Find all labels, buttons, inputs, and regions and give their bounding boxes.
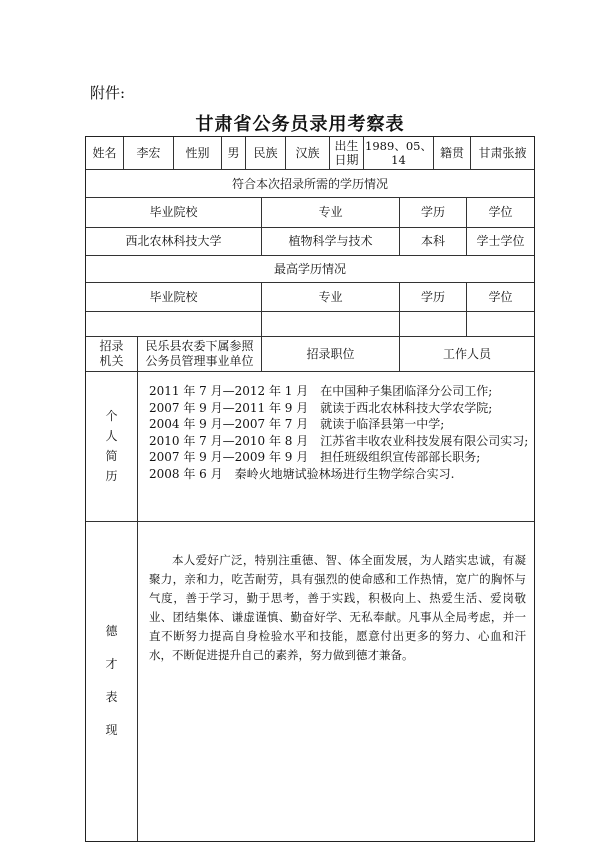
resume-item: 2007 年 9 月—2009 年 9 月 担任班级组织宣传部部长职务;	[149, 450, 481, 464]
degree-header: 学位	[488, 205, 513, 219]
highest-degree-header: 学位	[488, 289, 513, 304]
resume-item: 2008 年 6 月 秦岭火地塘试验林场进行生物学综合实习.	[149, 466, 455, 481]
recruit-position-value: 工作人员	[442, 346, 491, 361]
merit-label-text: 德才表现	[105, 624, 118, 737]
highest-major-header: 专业	[262, 282, 400, 311]
resume-list	[149, 383, 528, 482]
merit-row	[86, 521, 534, 841]
school-value: 西北农林科技大学	[86, 227, 262, 255]
birth-value: 1989、05、14	[364, 137, 434, 169]
school-header: 毕业院校	[86, 197, 262, 227]
major-header: 专业	[262, 197, 400, 227]
gender-label: 性别	[174, 137, 222, 169]
resume-item: 2011 年 7 月—2012 年 1 月 在中国种子集团临泽分公司工作;	[149, 384, 493, 398]
highest-edu-title: 最高学历情况	[273, 262, 346, 276]
recruit-row	[86, 336, 534, 372]
resume-label	[86, 371, 138, 521]
birth-label-text: 出生日期	[334, 139, 359, 167]
recruit-org-value	[138, 336, 262, 371]
ethnicity-label: 民族	[246, 137, 286, 169]
highest-edu-title-row	[86, 255, 534, 283]
highest-degree-value	[467, 311, 534, 336]
basic-info-row	[86, 137, 534, 170]
resume-row	[86, 371, 534, 522]
recruit-org-label	[86, 336, 138, 371]
degree-value: 学士学位	[476, 234, 525, 248]
form-title: 甘肃省公务员录用考察表	[195, 114, 405, 135]
highest-degree-level-value	[400, 311, 467, 336]
merit-label	[86, 521, 138, 841]
attachment-label: 附件:	[90, 84, 126, 102]
required-edu-header-row	[86, 197, 534, 228]
required-edu-title: 符合本次招录所需的学历情况	[231, 176, 388, 191]
resume-item: 2004 年 9 月—2007 年 7 月 就读于临泽县第一中学;	[149, 417, 445, 431]
recruit-org-label-text: 招录机关	[99, 338, 124, 368]
name-label: 姓名	[86, 137, 124, 169]
gender-value: 男	[222, 137, 246, 169]
recruit-org-value-text: 民乐县农委下属参照公务员管理事业单位	[145, 338, 254, 368]
name-value: 李宏	[124, 137, 174, 169]
resume-item: 2007 年 9 月—2011 年 9 月 就读于西北农林科技大学农学院;	[149, 400, 493, 415]
degree-level-header: 学历	[400, 197, 467, 227]
required-edu-title-row	[86, 169, 534, 198]
highest-school-header: 毕业院校	[86, 282, 262, 311]
ethnicity-value: 汉族	[286, 137, 330, 169]
resume-item: 2010 年 7 月—2010 年 8 月 江苏省丰收农业科技发展有限公司实习;	[149, 433, 529, 448]
highest-degree-level-header: 学历	[400, 282, 467, 311]
birth-label	[330, 137, 364, 169]
inspection-form	[85, 136, 535, 842]
merit-text: 本人爱好广泛，特别注重德、智、体全面发展，为人踏实忠诚，有凝聚力，亲和力，吃苦耐劳，具有强烈的使命感和工作热情，宽广的胸怀与气度，善于学习，勤于思考，善于实践，积极向上、热爱生活、爱岗敬业、团结集体、谦虚谨慎、勤奋好学、无私奉献。凡事从全局考虑，并一直不断努力提高自身检验水平和技能，愿意付出更多的努力、心血和汗水，不断促进提升自己的素养，努力做到德才兼备。	[149, 553, 526, 662]
highest-edu-header-row	[86, 282, 534, 312]
recruit-position-label: 招录职位	[262, 336, 400, 371]
degree-level-value: 本科	[400, 227, 467, 255]
major-value: 植物科学与技术	[262, 227, 400, 255]
native-label: 籍贯	[434, 137, 471, 169]
highest-major-value	[262, 311, 400, 336]
required-edu-value-row	[86, 227, 534, 256]
native-value: 甘肃张掖	[478, 146, 527, 160]
highest-edu-value-row	[86, 311, 534, 337]
highest-school-value	[86, 311, 262, 336]
resume-label-text: 个人简历	[105, 409, 118, 483]
